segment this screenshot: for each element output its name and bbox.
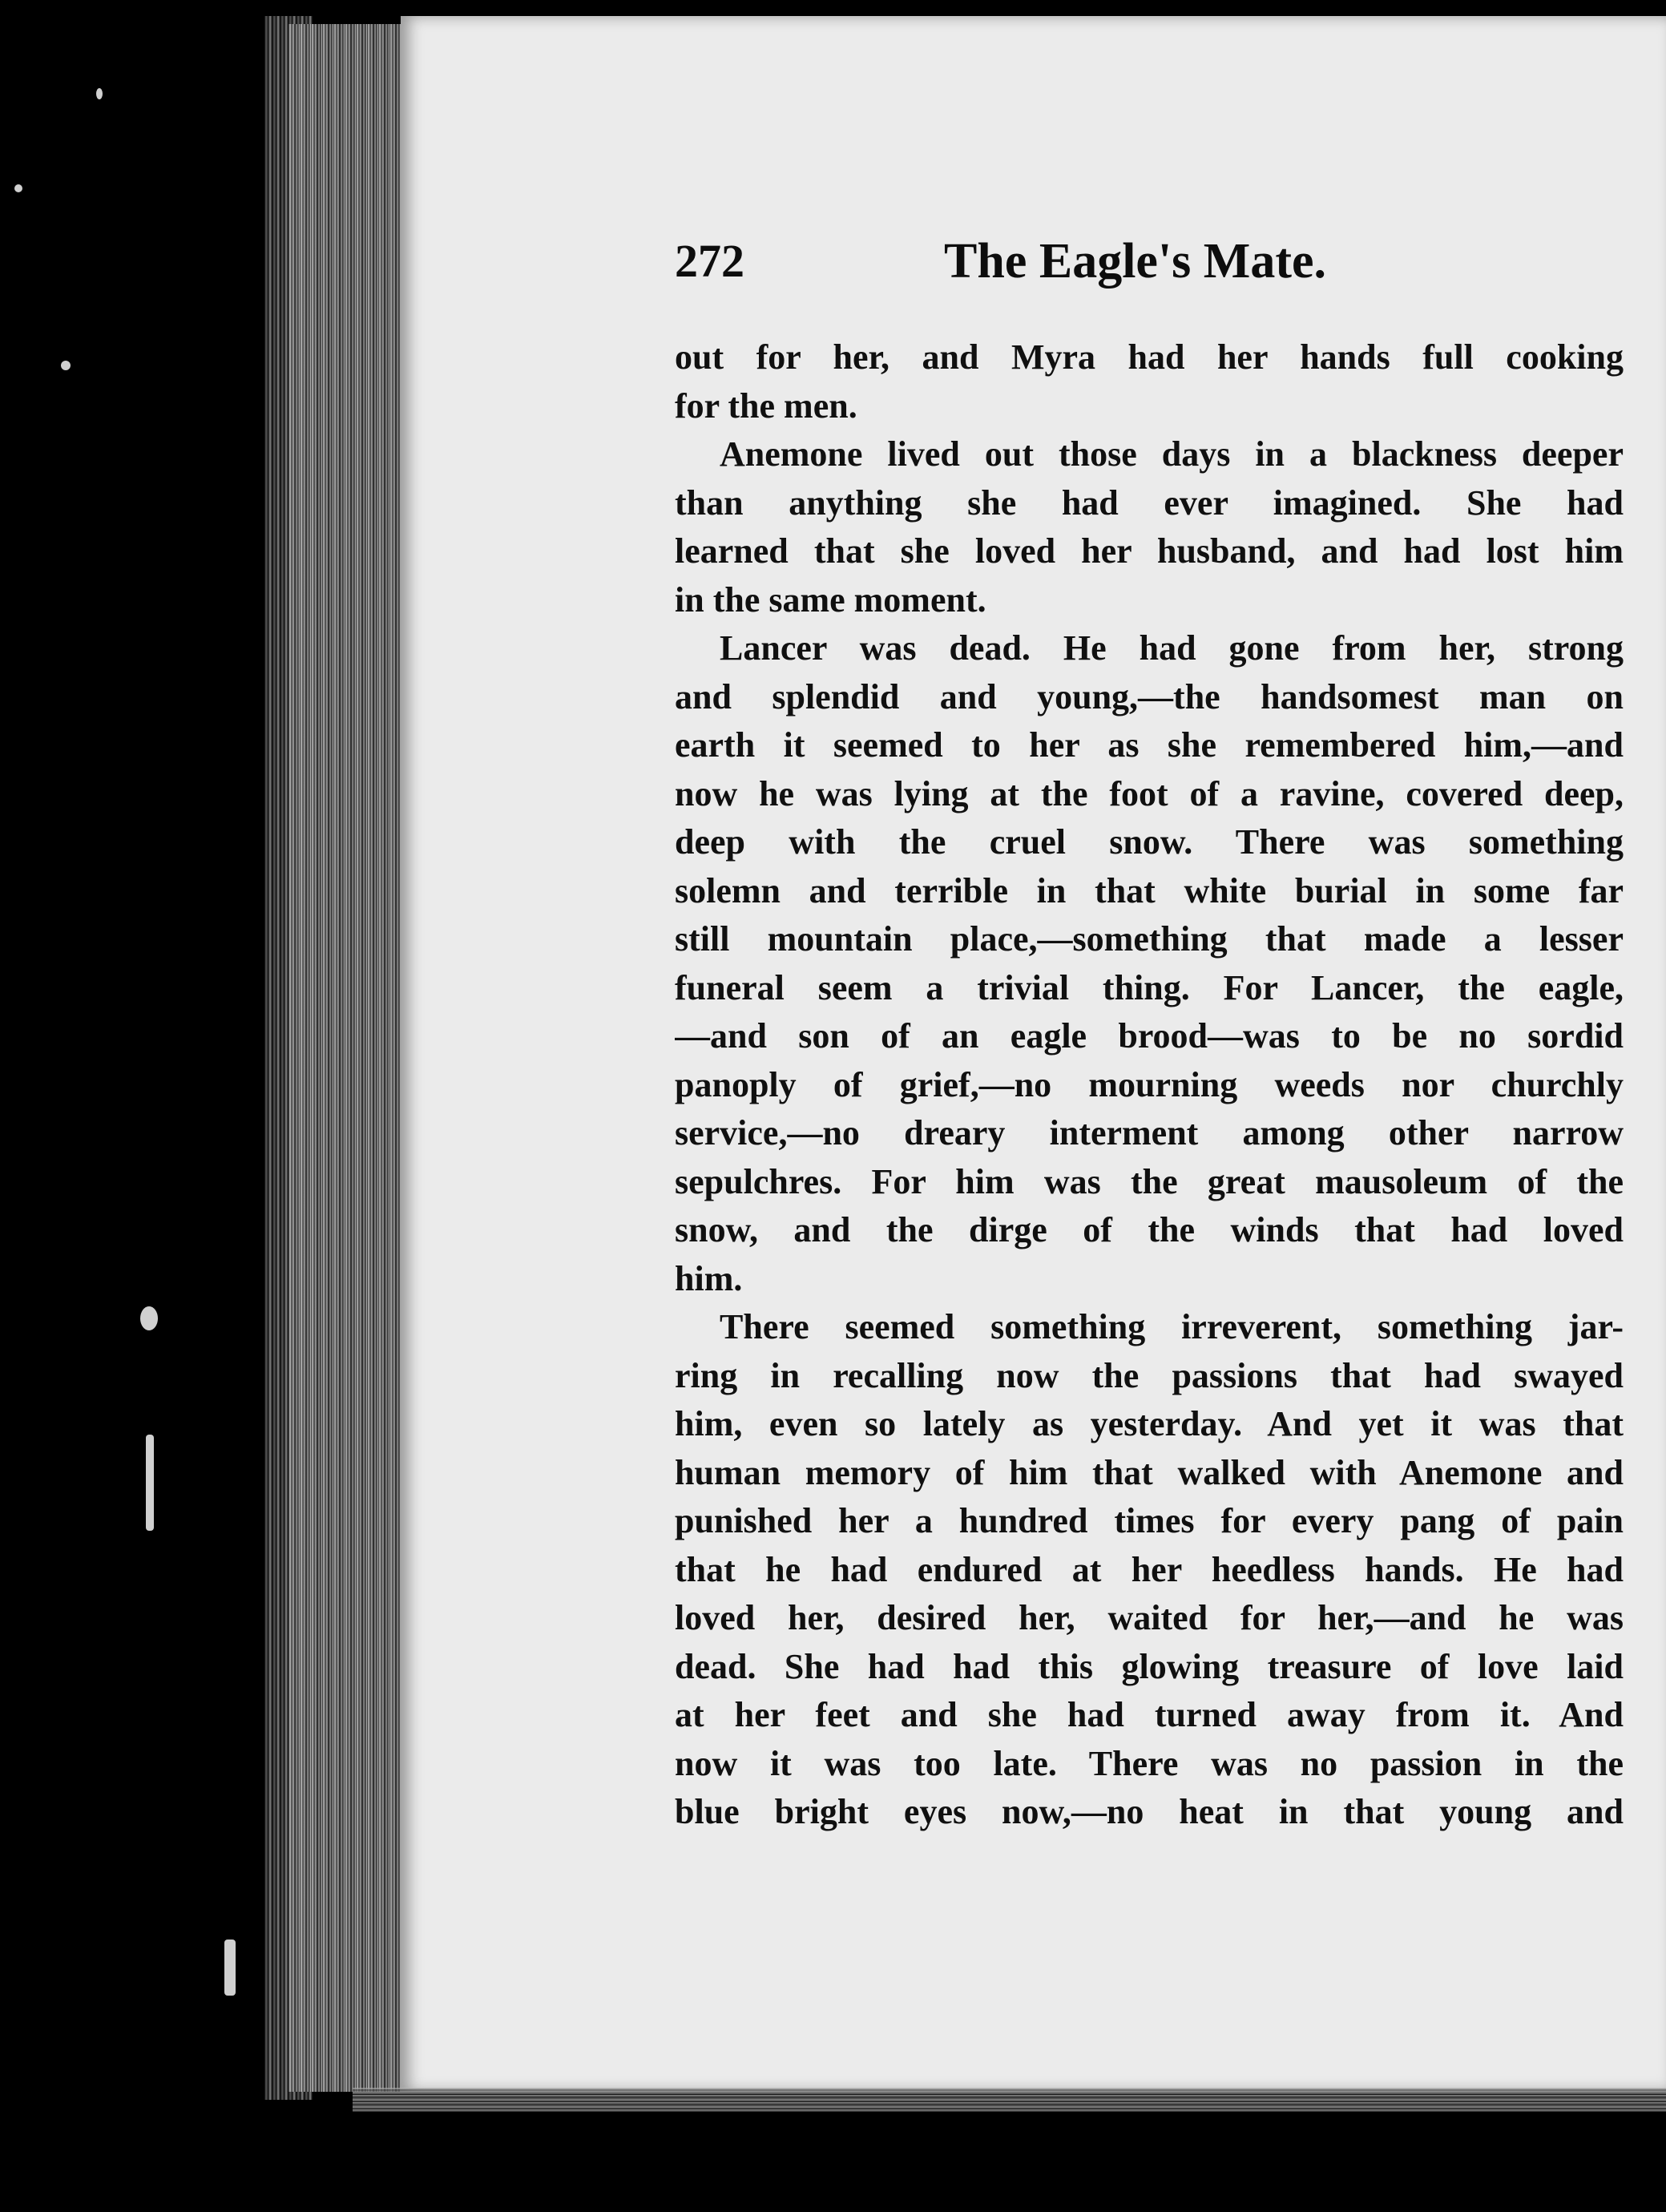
text-line: dead. She had had this glowing treasure of love laid — [675, 1646, 1624, 1686]
text-line: service,—no dreary interment among other narrow — [675, 1113, 1624, 1152]
text-line: now it was too late. There was no passion in the — [675, 1743, 1624, 1783]
text-line: him, even so lately as yesterday. And yet it was that — [675, 1404, 1624, 1443]
text-line: punished her a hundred times for every pang of pain — [675, 1501, 1624, 1540]
text-line: loved her, desired her, waited for her,—and he was — [675, 1598, 1624, 1637]
page-number: 272 — [675, 235, 744, 287]
dust-speck — [140, 1306, 158, 1330]
text-line: Anemone lived out those days in a blackness deeper — [720, 434, 1624, 474]
text-line: There seemed something irreverent, something jar- — [720, 1307, 1624, 1346]
text-line: than anything she had ever imagined. She had — [675, 482, 1624, 523]
text-line: deep with the cruel snow. There was something — [675, 822, 1624, 862]
text-line: panoply of grief,—no mourning weeds nor churchly — [675, 1064, 1624, 1104]
dust-speck — [96, 88, 103, 99]
text-line: still mountain place,—something that made a lesser — [675, 919, 1624, 959]
page-header — [675, 221, 1624, 301]
text-line: blue bright eyes now,—no heat in that young and — [675, 1792, 1624, 1831]
text-line: ring in recalling now the passions that had swayed — [675, 1355, 1624, 1395]
dust-speck — [61, 361, 71, 370]
text-line: that he had endured at her heedless hands. He had — [675, 1549, 1624, 1589]
text-line: for the men. — [675, 385, 857, 426]
dust-speck — [146, 1435, 154, 1531]
text-line: at her feet and she had turned away from it. And — [675, 1695, 1624, 1734]
text-line: sepulchres. For him was the great mausoleum of the — [675, 1161, 1624, 1201]
text-line: out for her, and Myra had her hands full cooking — [675, 337, 1624, 377]
text-line: Lancer was dead. He had gone from her, strong — [720, 628, 1624, 668]
text-line: in the same moment. — [675, 579, 986, 620]
text-line: —and son of an eagle brood—was to be no sordid — [675, 1016, 1624, 1056]
text-line: funeral seem a trivial thing. For Lancer, the eagle, — [675, 967, 1624, 1007]
stacked-page-edges — [288, 24, 409, 2092]
text-line: snow, and the dirge of the winds that had loved — [675, 1210, 1624, 1249]
text-line: and splendid and young,—the handsomest man on — [675, 676, 1624, 716]
page-bottom-edge — [353, 2088, 1666, 2112]
dust-speck — [14, 184, 22, 192]
dust-speck — [224, 1940, 236, 1996]
text-line: solemn and terrible in that white burial in some far — [675, 870, 1624, 910]
text-line: human memory of him that walked with Anemone and — [675, 1452, 1624, 1492]
text-line: earth it seemed to her as she remembered him,—and — [675, 725, 1624, 765]
text-line: now he was lying at the foot of a ravine, covered deep, — [675, 773, 1624, 813]
running-title: The Eagle's Mate. — [944, 234, 1326, 289]
body-text — [675, 333, 1624, 1837]
text-line: learned that she loved her husband, and had lost him — [675, 531, 1624, 571]
text-line: him. — [675, 1258, 743, 1298]
